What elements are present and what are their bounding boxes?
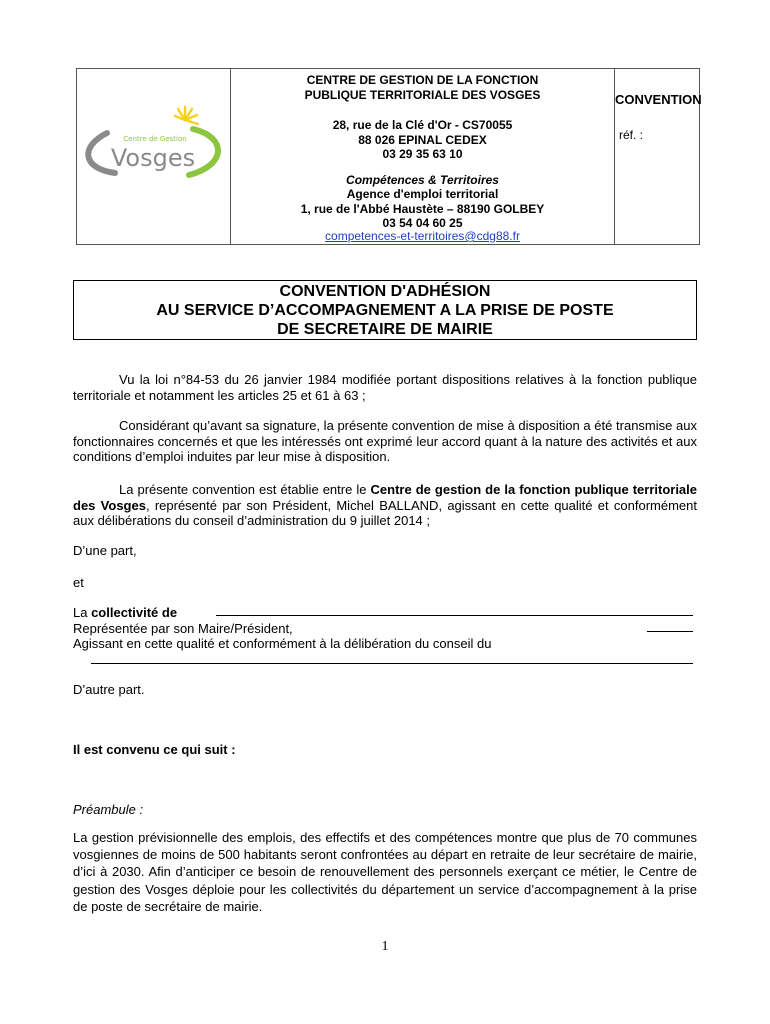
collectivite-blank[interactable]	[216, 615, 693, 616]
d-une-part: D’une part,	[73, 543, 137, 558]
agency-address: 1, rue de l'Abbé Haustète – 88190 GOLBEY	[300, 202, 545, 216]
convenu-heading: Il est convenu ce qui suit :	[73, 742, 236, 757]
collectivite-label: collectivité de	[91, 605, 178, 620]
header-table	[76, 68, 700, 245]
agency-desc: Agence d'emploi territorial	[346, 187, 499, 201]
sun-icon	[175, 107, 198, 124]
title-line1: CONVENTION D'ADHÉSION	[279, 283, 491, 300]
paragraph-parties: La présente convention est établie entre le Centre de gestion de la fonction publique territoriale des Vosges, représenté par son Président, Michel BALLAND, agissant en cette qualité et conformément aux délibérations du conseil d’administration du 9 juillet 2014 ;	[73, 482, 697, 528]
page-number: 1	[381, 939, 389, 954]
vosges-logo	[77, 69, 229, 244]
org-name-line2: PUBLIQUE TERRITORIALE DES VOSGES	[304, 88, 541, 102]
collectivite-line: La collectivité de	[73, 605, 178, 620]
paragraph-loi: Vu la loi n°84-53 du 26 janvier 1984 modifiée portant dispositions relatives à la fonction publique territoriale et notamment les articles 25 et 61 à 63 ;	[73, 372, 697, 403]
logo-text: Vosges	[110, 144, 196, 172]
logo-tagline: Centre de Gestion	[123, 135, 187, 143]
d-autre-part: D’autre part.	[73, 682, 145, 697]
logo-cell	[77, 69, 231, 244]
represente-line: Représentée par son Maire/Président,	[73, 621, 293, 636]
title-line2: AU SERVICE D’ACCOMPAGNEMENT A LA PRISE DE POSTE	[156, 302, 614, 319]
agissant-line: Agissant en cette qualité et conformément à la délibération du conseil du	[73, 636, 492, 651]
phone-1: 03 29 35 63 10	[382, 147, 463, 161]
deliberation-blank[interactable]	[91, 663, 693, 664]
phone-2: 03 54 04 60 25	[382, 216, 463, 230]
paragraph-considerant: Considérant qu’avant sa signature, la présente convention de mise à disposition a été transmise aux fonctionnaires concernés et que les intéressés ont exprimé leur accord quant à la nature des activités et aux conditions d’emploi induites par leur mise à disposition.	[73, 418, 697, 464]
org-name-line1: CENTRE DE GESTION DE LA FONCTION	[306, 73, 539, 87]
org-info-cell	[231, 69, 615, 244]
preambule-heading: Préambule :	[73, 802, 144, 817]
email-link[interactable]: competences-et-territoires@cdg88.fr	[325, 229, 520, 243]
et-text: et	[73, 575, 84, 590]
address-line2: 88 026 EPINAL CEDEX	[358, 133, 487, 147]
paragraph-preambule: La gestion prévisionnelle des emplois, des effectifs et des compétences montre que plus de 70 communes vosgiennes de moins de 500 habitants seront confrontées au départ en retraite de leur secrétaire de mairie, d’ici à 2030. Afin d’anticiper ce besoin de renouvellement des personnels exerçant ce métier, le Centre de gestion des Vosges déploie pour les collectivités du département un service d’accompagnement à la prise de poste de secrétaire de mairie.	[73, 830, 697, 914]
reference-label: réf. :	[619, 128, 644, 142]
title-line3: DE SECRETAIRE DE MAIRIE	[277, 321, 493, 338]
address-line1: 28, rue de la Clé d'Or - CS70055	[332, 118, 513, 132]
document-title	[73, 280, 697, 340]
cdg-name: Centre de gestion de la fonction publique territoriale des Vosges	[73, 482, 697, 513]
convention-label: CONVENTION	[615, 92, 702, 107]
represente-blank[interactable]	[647, 631, 693, 632]
convention-cell	[615, 69, 701, 244]
agency-name: Compétences & Territoires	[346, 173, 499, 187]
